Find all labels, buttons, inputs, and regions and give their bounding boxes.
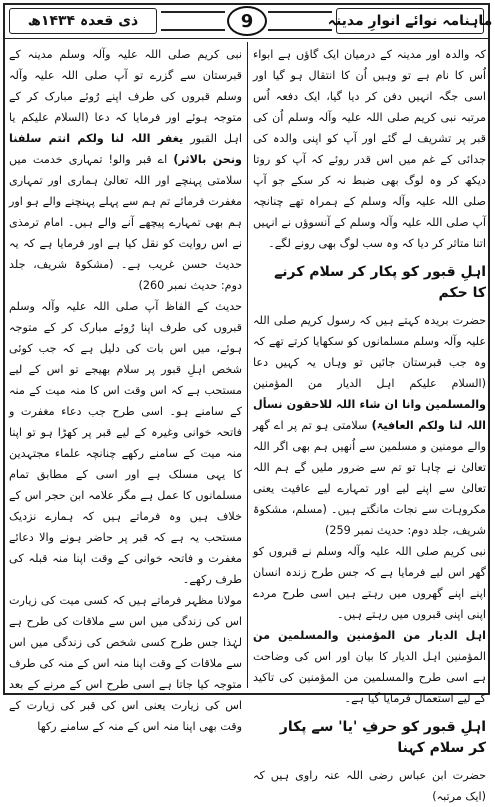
header-ornament-left <box>161 11 225 31</box>
paragraph: حضرت ابن عباس رضی اللہ عنہ راوی ہیں کہ (ایک مرتبہ) <box>253 769 486 803</box>
paragraph: حدیث کے الفاظ آپ صلی اللہ علیہ وآلہ وسلم قبروں کی طرف اپنا رُوئے مبارک کر کے متوجہ ہوئے، میں اس بات کی دلیل ہے کہ جب کوئی شخص اہلِ قبور پر سلام بھیجے تو اس کے لیے مستحب ہے کہ اس وقت اس کا منہ میت کے منہ کے سامنے ہو۔ اسی طرح جب دعاء مغفرت و فاتحہ خوانی وغیرہ کے لیے قبر پر کھڑا ہو تو اپنا منہ میت کے سامنے رکھے چنانچہ علماء مجتہدین کا یہی مسلک ہے اور اسی کے مطابق تمام مسلمانوں کا عمل ہے مگر علامہ ابن حجر اس کے خلاف ہیں وہ فرماتے ہیں کہ ہمارے نزدیک مستحب یہ ہے کہ قبر پر حاضر ہونے والا دعائے مغفرت و فاتحہ خوانی کے وقت اپنا منہ قبلہ کی طرف رکھے۔ <box>9 300 242 586</box>
page-header <box>5 5 493 38</box>
right-column <box>253 44 486 803</box>
section-heading <box>253 717 486 759</box>
paragraph: نبی کریم صلی اللہ علیہ وآلہ وسلم نے قبروں کو گھر اس لیے فرمایا ہے کہ جس طرح زندہ انسان اپنے اپنے گھروں میں رہتے ہیں اسی طرح مردے اپنی اپنی قبروں میں رہتے ہیں۔ <box>253 545 486 621</box>
section-heading-text: اہلِ قبور کو حرفِ 'یا' سے پکار کر سلام کہنا <box>279 719 486 756</box>
issue-date: ذی قعدہ ۱۴۳۴ھ <box>9 8 157 34</box>
paragraph-text: اے قبر والو! تمہاری خدمت میں سلامتی پہنچے اور اللہ تعالیٰ ہماری اور تمہاری مغفرت فرمائے تم ہم سے پہلے پہنچنے والے ہو اور ہم بھی تمہارے پیچھے آنے والے ہیں۔ امام ترمذی نے اس روایت کو نقل کیا ہے اور فرمایا ہے کہ یہ حدیث حسن غریب ہے۔ (مشکوۃ شریف، جلد دوم: حدیث نمبر 260) <box>9 153 242 292</box>
paragraph <box>253 310 486 541</box>
paragraph: مولانا مظہر فرماتے ہیں کہ کسی میت کی زیارت اس کی زندگی میں اس سے ملاقات کی طرح ہے لہٰذا جس طرح کسی شخص کی زندگی میں اس سے ملاقات کے وقت اپنا منہ اس کے منہ کی طرف متوجہ کیا جاتا ہے اسی طرح اس کے مرنے کے بعد اس کی زیارت یعنی اس کی قبر کی زیارت کے وقت بھی اپنا منہ اس کے منہ کے سامنے رکھا <box>9 594 242 733</box>
magazine-title: ماہنامہ نوائے انوارِ مدینہ <box>336 8 484 34</box>
page-number: 9 <box>227 6 267 36</box>
header-rule <box>5 38 488 39</box>
paragraph-text: سلامتی ہو تم پر اے گھر والے مومنین و مسلمین سے اُنھیں ہم بھی اگر اللہ تعالیٰ نے چاہا تو تم سے ضرور ملیں گے ہم اللہ تعالیٰ سے اپنے لیے اور تمہارے لیے عافیت یعنی مکروہات سے نجات مانگتے ہیں۔ (مسلم، مشکوۃ شریف، جلد دوم: حدیث نمبر 259) <box>253 419 486 537</box>
paragraph-text: نبی کریم صلی اللہ علیہ وآلہ وسلم مدینہ کے قبرستان سے گزرے تو آپ صلی اللہ علیہ وآلہ وسلم قبروں کی طرف اپنے رُوئے مبارک کر کے متوجہ ہوئے اور فرمایا کہ دعا (السلام علیکم یا اہل القبور <box>9 48 242 145</box>
column-divider <box>247 42 248 688</box>
paragraph <box>253 625 486 709</box>
arabic-dua: یغفر اللہ لنا ولکم انتم سلفنا ونحن بالاثر) <box>9 132 242 166</box>
left-column <box>9 44 242 733</box>
arabic-dua: والمسلمین وانا ان شاء اللہ للاحقون نسأل اللہ لنا ولکم العافیۃ) <box>253 398 486 432</box>
paragraph: کہ والدہ اور مدینہ کے درمیان ایک گاؤں ہے ابواء اُس کا نام ہے تو وہیں اُن کا انتقال ہو گیا اور اسی جگہ انہیں دفن کر دیا گیا، ایک دفعہ اُس مرتبہ نبی کریم صلی اللہ علیہ وآلہ وسلم اُن کی قبر پر تشریف لے گئے اور آپ کو اپنی والدہ کی جدائی کے غم میں اس قدر روئے کہ آپ کو روتا دیکھ کر وہ لوگ بھی ضبط نہ کر سکے جو آپ صلی اللہ علیہ وآلہ وسلم کے ہمراہ تھے چنانچہ آپ صلی اللہ علیہ وآلہ وسلم کے آنسوؤں نے انہیں اتنا متاثر کر دیا کہ وہ سب لوگ بھی رونے لگے۔ <box>253 48 486 250</box>
arabic-phrase: اہل الدیار من المؤمنین والمسلمین من <box>253 629 486 642</box>
paragraph <box>9 44 242 296</box>
paragraph-text: المؤمنین اہل الدیار کا بیان اور اس کی وضاحت ہے اسی طرح والمسلمین من المؤمنین کی تاکید کے لیے استعمال فرمایا گیا ہے۔ <box>253 650 486 705</box>
paragraph-text: حضرت بریدہ کہتے ہیں کہ رسول کریم صلی اللہ علیہ وآلہ وسلم مسلمانوں کو سکھایا کرتے تھے کہ وہ جب قبرستان جائیں تو وہاں یہ کہیں دعا (السلام علیکم اہل الدیار من المؤمنین <box>253 314 486 390</box>
header-ornament-right <box>268 11 332 31</box>
section-heading <box>253 262 486 304</box>
section-heading-text: اہلِ قبور کو پکار کر سلام کرنے کا حکم <box>274 264 486 301</box>
